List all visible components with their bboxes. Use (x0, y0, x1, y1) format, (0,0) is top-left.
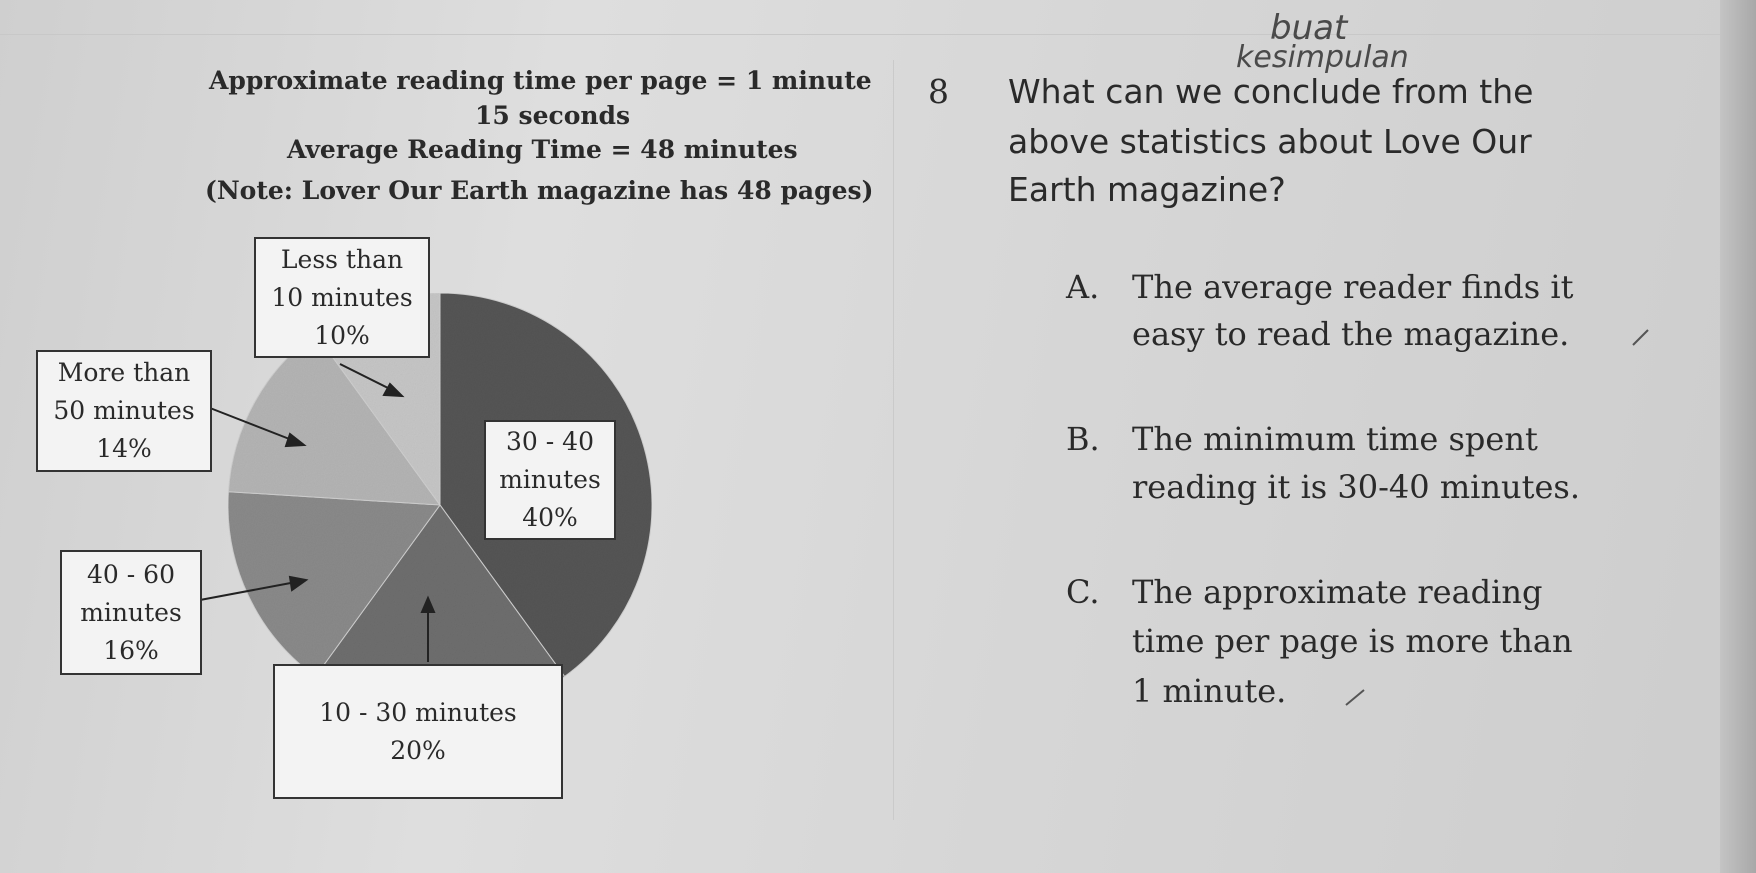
option-a-letter: A. (1066, 268, 1100, 306)
label-10-30-line1: 10 - 30 minutes (319, 697, 517, 727)
question-line-2: above statistics about Love Our (1008, 122, 1532, 161)
label-more-50-percent: 14% (96, 434, 152, 463)
label-40-60-line1: 40 - 60 (87, 559, 175, 589)
check-mark-option-c (1346, 690, 1364, 705)
handwritten-note-line2: kesimpulan (1236, 40, 1409, 75)
label-less-10-line1: Less than (280, 244, 404, 274)
label-30-40-minutes (484, 420, 616, 540)
label-30-40-line2: minutes (499, 465, 601, 494)
label-40-60-minutes (60, 550, 202, 675)
label-less-10-line2: 10 minutes (271, 282, 413, 312)
stat-reading-time-per-page: Approximate reading time per page = 1 minute (209, 66, 872, 95)
label-30-40-line1: 30 - 40 (506, 427, 594, 456)
label-40-60-percent: 16% (103, 635, 159, 665)
option-b-line-1: The minimum time spent (1132, 420, 1538, 458)
option-c-letter: C. (1066, 573, 1100, 611)
label-10-30-minutes (273, 664, 563, 799)
stat-average-reading-time: Average Reading Time = 48 minutes (287, 135, 798, 164)
option-c-line-2: time per page is more than (1132, 622, 1573, 660)
option-c-line-1: The approximate reading (1132, 573, 1543, 611)
label-10-30-percent: 20% (390, 735, 446, 765)
option-a-line-2: easy to read the magazine. (1132, 315, 1570, 353)
label-less-10-percent: 10% (314, 320, 370, 350)
label-30-40-percent: 40% (522, 503, 578, 532)
option-b-line-2: reading it is 30-40 minutes. (1132, 468, 1580, 506)
question-line-3: Earth magazine? (1008, 170, 1286, 209)
option-c-line-3: 1 minute. (1132, 672, 1287, 710)
label-more-50-line1: More than (57, 358, 191, 387)
label-40-60-line2: minutes (80, 597, 182, 627)
check-mark-option-a (1633, 330, 1648, 345)
option-b-letter: B. (1066, 420, 1100, 458)
label-less-than-10-minutes (254, 237, 430, 358)
label-more-50-line2: 50 minutes (53, 396, 195, 425)
label-more-than-50-minutes (36, 350, 212, 472)
stat-page-count-note: (Note: Lover Our Earth magazine has 48 pages) (205, 176, 874, 205)
question-number: 8 (928, 72, 949, 111)
question-line-1: What can we conclude from the (1008, 72, 1534, 111)
stat-reading-time-seconds: 15 seconds (475, 101, 631, 130)
handwritten-note-line1: buat (1270, 8, 1348, 48)
option-a-line-1: The average reader finds it (1132, 268, 1574, 306)
